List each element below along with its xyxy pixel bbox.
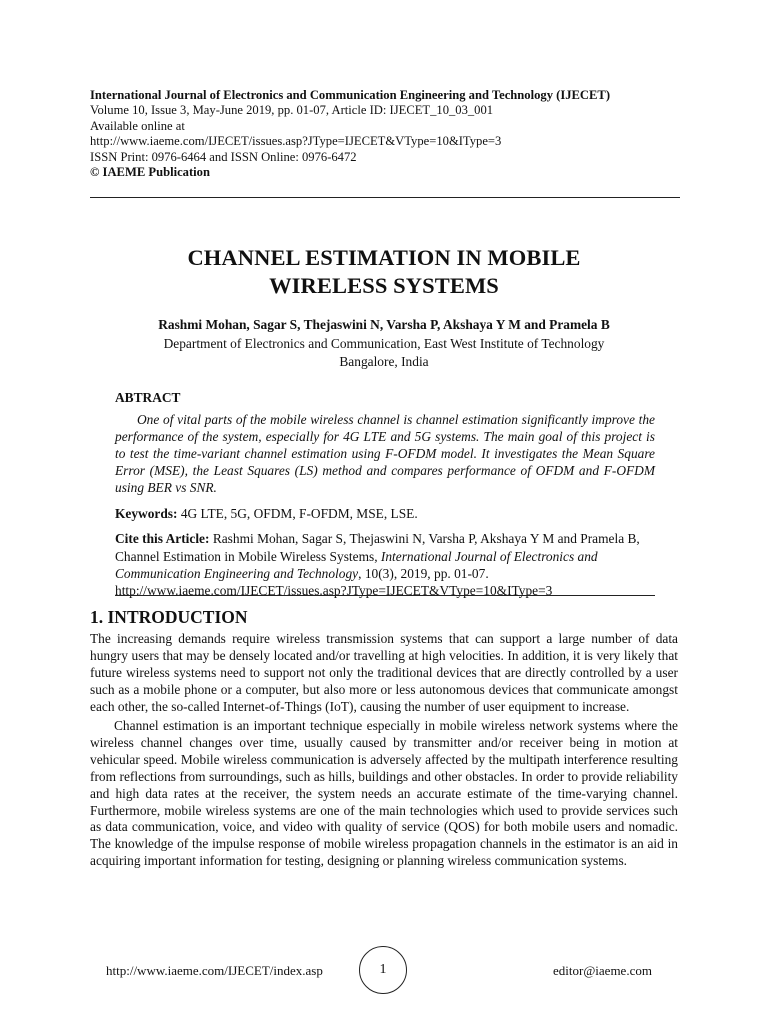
cite-authors: Rashmi Mohan, Sagar S, Thejaswini N, Varsha P, Akshaya Y M and Pramela B, Channel Estimation in Mobile Wireless Systems, [115,531,640,564]
issn-line: ISSN Print: 0976-6464 and ISSN Online: 0976-6472 [90,149,357,164]
volume-line: Volume 10, Issue 3, May-June 2019, pp. 01-07, Article ID: IJECET_10_03_001 [90,103,494,118]
keywords-label: Keywords: [115,506,178,522]
cite-details: , 10(3), 2019, pp. 01-07. [358,565,489,581]
page-number-text: 1 [379,962,387,977]
footer-email[interactable]: editor@iaeme.com [553,963,652,978]
cite-url[interactable]: http://www.iaeme.com/IJECET/issues.asp?JType=IJECET&VType=10&IType=3 [115,582,553,598]
affiliation [90,335,678,370]
affiliation-line-1: Department of Electronics and Communication, East West Institute of Technology [163,336,605,351]
keywords [115,505,655,522]
section-heading-introduction: 1. INTRODUCTION [90,607,248,627]
title-line-1: CHANNEL ESTIMATION IN MOBILE [187,245,581,270]
available-label: Available online at [90,118,185,133]
cite-journal: International Journal of Electronics and Communication Engineering and Technology [115,548,598,581]
intro-paragraph-2: Channel estimation is an important technique especially in mobile wireless network systems where the wireless channel changes over time, usually caused by transmitter and/or receiver being in motion at vehicular speed. Mobile wireless communication is adversely affected by the multipath interference resulting from reflections from surroundings, such as hills, buildings and other obstacles. In order to provide reliability and high data rates at the receiver, the system needs an accurate estimate of the time-varying channel. Furthermore, mobile wireless systems are one of the main technologies which used to provide services such as data communication, voice, and video with quality of service (QOS) for both mobile users and nomadic. The knowledge of the impulse response of mobile wireless propagation channels in the estimator is an aid in acquiring important information for testing, designing or planning wireless communication systems. [90,717,678,869]
journal-url[interactable]: http://www.iaeme.com/IJECET/issues.asp?JType=IJECET&VType=10&IType=3 [90,134,502,149]
abstract-text: One of vital parts of the mobile wireless channel is channel estimation significantly improve the performance of the system, especially for 4G LTE and 5G systems. The main goal of this project is to test the time-variant channel estimation using F-OFDM model. It investigates the Mean Square Error (MSE), the Least Squares (LS) method and compares performance of OFDM and F-OFDM using BER vs SNR. [115,412,655,496]
intro-paragraph-1: The increasing demands require wireless transmission systems that can support a large number of data hungry users that may be densely located and/or travelling at high velocities. In addition, it is very likely that future wireless systems need to support not only the traditional devices that are directly controlled by a user such as a mobile phone or a computer, but also more or less autonomous devices that communicate amongst each other, the so-called Internet-of-Things (IoT), causing the number of user equipment to increase. [90,631,678,714]
footer-url[interactable]: http://www.iaeme.com/IJECET/index.asp [106,963,323,978]
affiliation-line-2: Bangalore, India [339,353,429,369]
keywords-list: 4G LTE, 5G, OFDM, F-OFDM, MSE, LSE. [180,506,418,522]
cite-label: Cite this Article: [115,531,210,547]
introduction-body [90,631,678,870]
journal-header [90,88,680,180]
abstract-block [115,389,655,599]
publisher: © IAEME Publication [90,165,210,180]
journal-name: International Journal of Electronics and Communication Engineering and Technology (IJECET) [90,88,611,102]
page-number [359,946,407,994]
abstract-divider [115,595,655,596]
header-divider [90,197,680,198]
authors: Rashmi Mohan, Sagar S, Thejaswini N, Varsha P, Akshaya Y M and Pramela B [158,317,610,332]
title-line-2: WIRELESS SYSTEMS [269,273,499,298]
citation [115,530,655,598]
paper-title [90,244,678,300]
abstract-heading: ABTRACT [115,390,181,405]
